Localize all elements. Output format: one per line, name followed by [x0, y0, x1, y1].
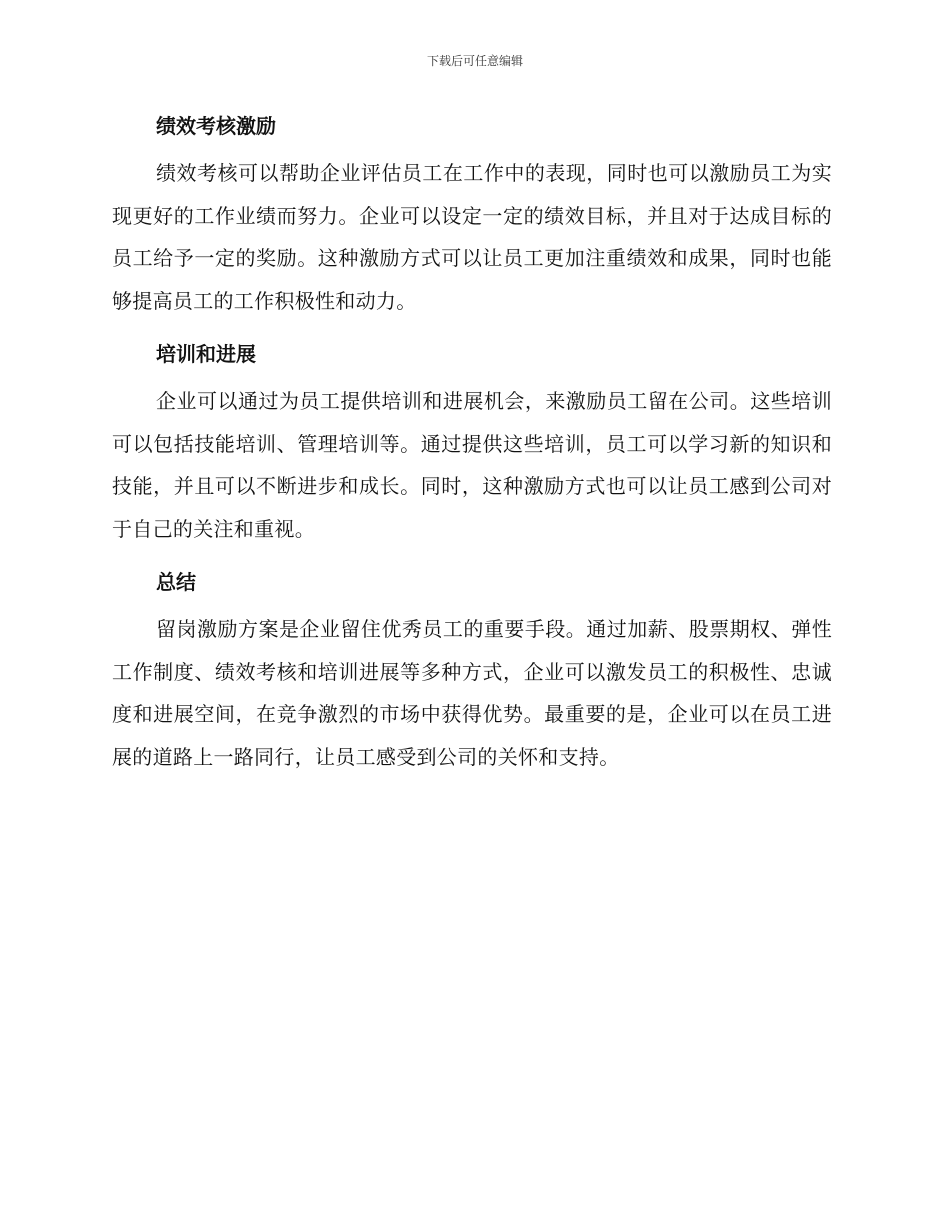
- section-paragraph: 绩效考核可以帮助企业评估员工在工作中的表现，同时也可以激励员工为实现更好的工作业绩而努力。企业可以设定一定的绩效目标，并且对于达成目标的员工给予一定的奖励。这种激励方式可以让员工更加注重绩效和成果，同时也能够提高员工的工作积极性和动力。: [112, 161, 832, 313]
- section-training-development: [112, 336, 832, 550]
- section-heading: 培训和进展: [156, 342, 256, 366]
- section-heading: 绩效考核激励: [156, 114, 276, 138]
- section-summary: [112, 564, 832, 778]
- section-paragraph: 留岗激励方案是企业留住优秀员工的重要手段。通过加薪、股票期权、弹性工作制度、绩效考核和培训进展等多种方式，企业可以激发员工的积极性、忠诚度和进展空间，在竞争激烈的市场中获得优势。最重要的是，企业可以在员工进展的道路上一路同行，让员工感受到公司的关怀和支持。: [112, 617, 832, 769]
- document-body: [112, 108, 832, 792]
- page-header: 下载后可任意编辑: [426, 54, 523, 68]
- section-heading: 总结: [156, 570, 196, 594]
- section-performance-incentive: [112, 108, 832, 322]
- section-paragraph: 企业可以通过为员工提供培训和进展机会，来激励员工留在公司。这些培训可以包括技能培训、管理培训等。通过提供这些培训，员工可以学习新的知识和技能，并且可以不断进步和成长。同时，这种激励方式也可以让员工感到公司对于自己的关注和重视。: [112, 389, 832, 541]
